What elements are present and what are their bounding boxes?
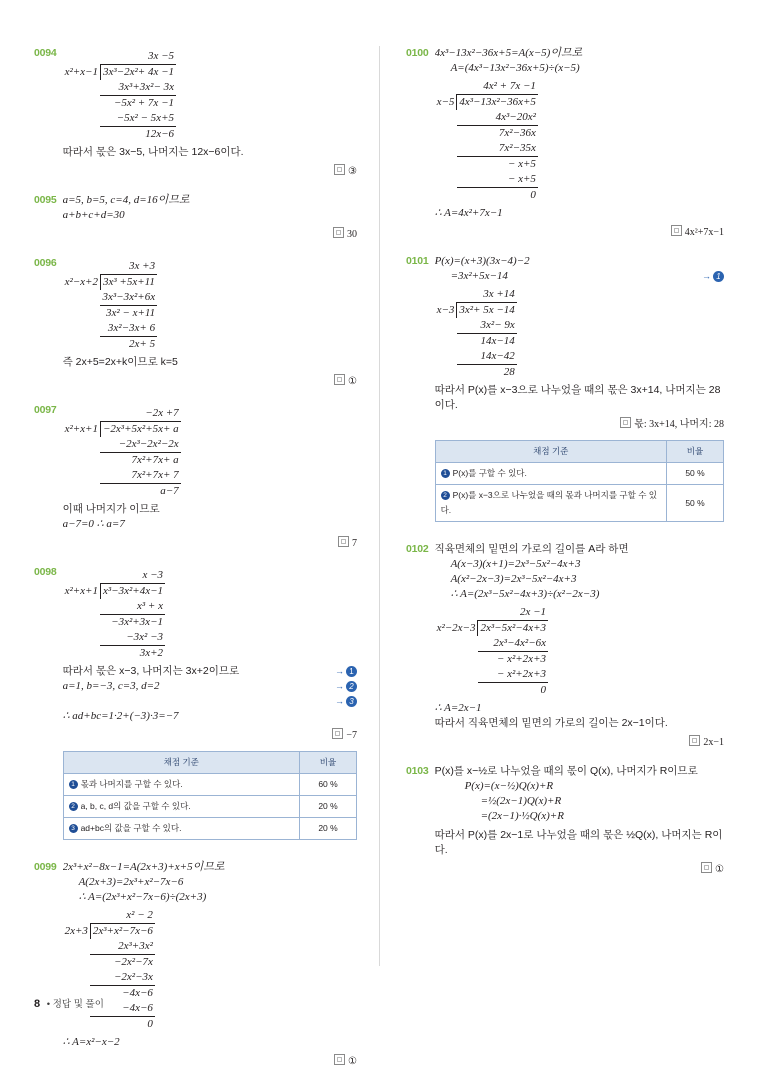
long-division [63,259,357,352]
problem-0100 [406,46,724,240]
substep-2 [63,694,357,709]
problem-0103 [406,764,724,877]
division-step: −4x−6 [122,987,153,999]
problem-0099 [34,860,357,1069]
answer-line [435,861,724,877]
rubric-text: P(x)를 구할 수 있다. [452,468,527,478]
answer-value: −7 [346,730,357,741]
answer-value: ① [348,1056,357,1067]
page-footer [34,996,104,1010]
rubric-text: a, b, c, d의 값을 구할 수 있다. [80,801,191,811]
answer-line [435,224,724,240]
bullet-2-icon: 2 [441,491,450,500]
division-step: − x²+2x+3 [478,667,548,683]
quotient: 4x² + 7x −1 [457,79,538,95]
division-step: 2x³+3x² [90,939,155,955]
remainder: 3x+2 [139,647,163,659]
quotient: −2x +7 [100,406,180,422]
answer-value: ③ [348,166,357,177]
remainder: 0 [530,189,536,201]
division-step: 7x²+7x+ 7 [100,468,180,484]
dividend: 3x³−2x²+ 4x −1 [100,65,176,81]
solution-line: =½(2x−1)Q(x)+R [480,795,562,807]
divisor: x²+x+1 [64,585,98,597]
solution-line: a=5, b=5, c=4, d=16이므로 [62,194,190,206]
division-step: 4x³−20x² [457,110,538,126]
answer-box-icon [334,164,345,175]
quotient: 3x +14 [457,287,517,303]
division-step: 7x²−36x [498,127,536,139]
division-step: −5x² + 7x −1 [113,97,174,109]
solution-text: =3x²+5x−14 [450,270,508,282]
problem-number: 0096 [34,257,57,269]
conclusion-2: a−7=0 ∴ a=7 [62,518,125,530]
dividend: 2x³+x²−7x−6 [90,924,155,940]
division-step: 14x−14 [480,335,515,347]
answer-value: 몫: 3x+14, 나머지: 28 [634,419,724,430]
answer-box-icon [334,374,345,385]
divisor: 2x+3 [64,925,88,937]
answer-box-icon [671,225,682,236]
divisor: x−5 [436,96,455,108]
division-step: − x+5 [457,172,538,188]
answer-value: ① [715,864,724,875]
solution-line: A(x²−2x−3)=2x³−5x²−4x+3 [450,573,577,585]
substep-3: ∴ ad+bc=1·2+(−3)·3=−7 [62,710,179,722]
long-division [63,49,357,142]
step-ref: → 1 [702,269,724,284]
dividend: −2x³+5x²+5x+ a [100,422,180,438]
rubric-header-weight: 비율 [667,441,724,463]
solution-line: A(2x+3)=2x³+x²−7x−6 [78,876,184,888]
divisor: x²−2x−3 [436,622,476,634]
answer-line [63,163,357,179]
problem-number: 0099 [34,861,57,873]
rubric-text: P(x)를 x−3으로 나누었을 때의 몫과 나머지를 구할 수 있다. [440,490,657,515]
divisor: x²+x−1 [64,66,98,78]
dividend: 3x²+ 5x −14 [457,303,517,319]
long-division [63,568,357,661]
rubric-criterion [63,818,299,840]
quotient: 2x −1 [478,605,548,621]
problem-number: 0101 [406,255,429,267]
long-division [435,287,724,380]
table-row [63,818,356,840]
solution-line: 2x³+x²−8x−1=A(2x+3)+x+5이므로 [62,861,225,873]
solution-line: P(x)=(x+3)(3x−4)−2 [434,255,530,267]
step-ref: → 2 [335,679,357,694]
rubric-header-weight: 비율 [300,752,357,774]
division-step: 7x²+7x+ a [131,454,179,466]
solution-line: ∴ A=(2x³−5x²−4x+3)÷(x²−2x−3) [450,588,600,600]
rubric-criterion [63,796,299,818]
substep-1 [63,679,357,694]
solution-line: =(2x−1)·½Q(x)+R [480,810,564,822]
rubric-header-criteria: 채점 기준 [63,752,299,774]
division-step: −2x³−2x²−2x [100,437,180,453]
problem-0096 [34,256,357,389]
problem-0095 [34,193,357,242]
division-step: 3x²−3x+ 6 [100,321,157,337]
division-step: −2x²−3x [90,970,155,986]
long-division [435,79,724,203]
problem-number: 0097 [34,404,57,416]
page-number: 8 [34,998,41,1010]
table-row [63,774,356,796]
long-division [435,605,724,698]
rubric-text: ad+bc의 값을 구할 수 있다. [80,823,182,833]
division-step: x³ + x [100,599,165,615]
quotient: x² − 2 [90,908,155,924]
bullet-2-icon: 2 [69,802,78,811]
division-step: 7x²−35x [457,141,538,157]
solution-line: a+b+c+d=30 [62,209,125,221]
division-step: 14x−42 [457,349,517,365]
answer-value: 4x²+7x−1 [684,227,724,238]
rubric-weight: 20 % [300,796,357,818]
rubric-text: 몫과 나머지를 구할 수 있다. [80,779,183,789]
answer-value: 30 [347,229,357,240]
divisor: x²−x+2 [64,276,98,288]
problem-number: 0098 [34,566,57,578]
rubric-table [63,751,357,840]
problem-0094 [34,46,357,179]
dividend: x³−3x²+4x−1 [100,584,165,600]
quotient: 3x +3 [100,259,157,275]
conclusion: ∴ A=2x−1 [434,702,482,714]
solution-line: ∴ A=(2x³+x²−7x−6)÷(2x+3) [78,891,207,903]
remainder: a−7 [160,485,179,497]
rubric-weight: 50 % [667,463,724,485]
answer-box-icon [333,227,344,238]
division-step: 3x³+3x²− 3x [100,80,176,96]
dividend: 2x³−5x²−4x+3 [478,621,548,637]
problem-number: 0095 [34,194,57,206]
division-step: 2x³−4x²−6x [478,636,548,652]
answer-value: 2x−1 [703,737,724,748]
dividend: 4x³−13x²−36x+5 [457,95,538,111]
table-row [63,796,356,818]
solution-line: P(x)=(x−½)Q(x)+R [464,780,554,792]
answer-line [63,727,357,743]
problem-number: 0100 [406,47,429,59]
bullet-3-icon: 3 [69,824,78,833]
remainder: 0 [540,684,546,696]
division-step: 3x² − x+11 [105,307,156,319]
footer-label: • 정답 및 풀이 [46,999,104,1010]
conclusion-2: 따라서 직육면체의 밑면의 가로의 길이는 2x−1이다. [434,717,668,729]
rubric-weight: 50 % [667,485,724,522]
bullet-1-icon: 1 [441,469,450,478]
divisor: x²+x+1 [64,423,98,435]
conclusion: 즉 2x+5=2x+k이므로 k=5 [62,356,178,368]
solution-line-2 [451,269,724,284]
answer-line [63,226,357,242]
problem-0097 [34,403,357,551]
remainder: 28 [503,366,515,378]
answer-line [435,734,724,750]
conclusion: 이때 나머지가 이므로 [62,503,160,515]
problem-0102 [406,542,724,750]
answer-box-icon [338,536,349,547]
remainder: 2x+ 5 [129,338,156,350]
conclusion: ∴ A=x²−x−2 [62,1036,120,1048]
quotient: x −3 [100,568,165,584]
table-row [435,463,723,485]
conclusion: ∴ A=4x²+7x−1 [434,207,503,219]
rubric-weight: 20 % [300,818,357,840]
answer-line [63,535,357,551]
right-column [379,46,724,966]
answer-box-icon [332,728,343,739]
step-ref: → 1 [335,664,357,679]
conclusion: 따라서 몫은 3x−5, 나머지는 12x−6이다. [62,146,244,158]
answer-box-icon [689,735,700,746]
table-row [435,485,723,522]
long-division [63,908,357,1032]
rubric-criterion [435,485,666,522]
step-ref: → 3 [335,694,357,709]
division-step: −3x²+3x−1 [111,616,163,628]
problem-number: 0094 [34,47,57,59]
quotient: 3x −5 [100,49,176,65]
remainder: 0 [147,1018,153,1030]
long-division [63,406,357,499]
division-step: −5x² − 5x+5 [100,111,176,127]
conclusion: 따라서 P(x)를 x−3으로 나누었을 때의 몫은 3x+14, 나머지는 28이다. [434,384,721,411]
problem-number: 0102 [406,543,429,555]
division-step: − x+5 [507,158,536,170]
remainder: 12x−6 [145,128,174,140]
answer-box-icon [620,417,631,428]
rubric-header-criteria: 채점 기준 [435,441,666,463]
division-step: 3x²− 9x [457,318,517,334]
conclusion-text: 따라서 몫은 x−3, 나머지는 3x+2이므로 [62,665,240,677]
answer-value: 7 [352,538,357,549]
conclusion [63,664,357,679]
division-step: −2x²−7x [113,956,153,968]
answer-line [63,1053,357,1069]
solution-line: 4x³−13x²−36x+5=A(x−5)이므로 [434,47,583,59]
problem-0098 [34,565,357,846]
rubric-criterion [63,774,299,796]
solution-line: A(x−3)(x+1)=2x³−5x²−4x+3 [450,558,581,570]
conclusion: 따라서 P(x)를 2x−1로 나누었을 때의 몫은 ½Q(x), 나머지는 R이다. [434,829,723,856]
division-step: −4x−6 [90,1001,155,1017]
problem-0101 [406,254,724,528]
answer-box-icon [334,1054,345,1065]
answer-line [435,416,724,432]
division-step: −3x² −3 [100,630,165,646]
solution-line: P(x)를 x−½로 나누었을 때의 몫이 Q(x), 나머지가 R이므로 [434,765,698,777]
answer-value: ① [348,376,357,387]
rubric-criterion [435,463,666,485]
division-step: − x²+2x+3 [496,653,546,665]
substep-text: a=1, b=−3, c=3, d=2 [62,680,160,692]
rubric-table [435,440,724,522]
answer-line [63,373,357,389]
divisor: x−3 [436,304,455,316]
problem-number: 0103 [406,765,429,777]
solution-line: A=(4x³−13x²−36x+5)÷(x−5) [450,62,580,74]
dividend: 3x³ +5x+11 [100,275,157,291]
answer-box-icon [701,862,712,873]
division-step: 3x³−3x²+6x [100,290,157,306]
rubric-weight: 60 % [300,774,357,796]
bullet-1-icon: 1 [69,780,78,789]
solution-line: 직육면체의 밑면의 가로의 길이를 A라 하면 [434,543,629,555]
